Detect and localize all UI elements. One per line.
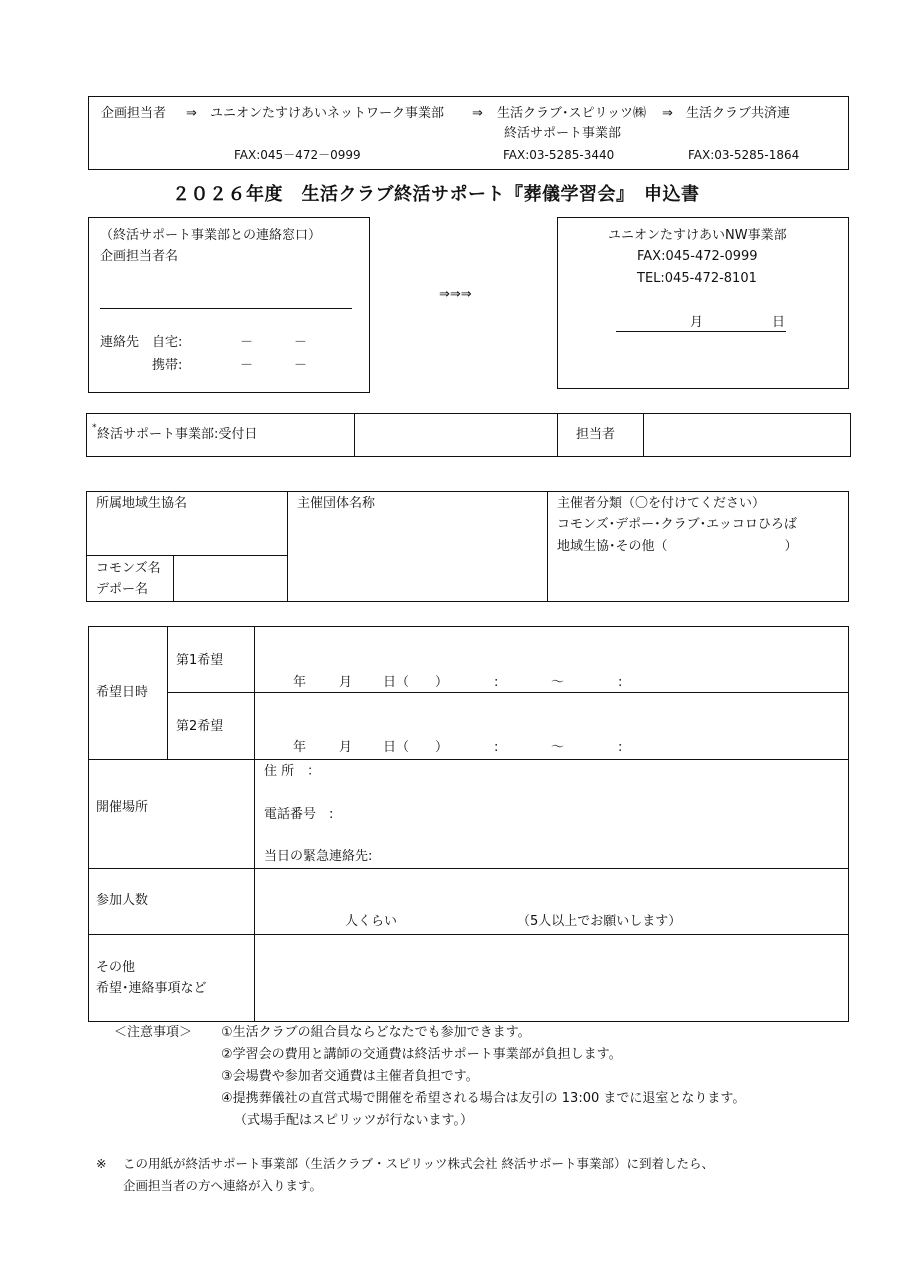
routing-step-planner: 企画担当者 [101,106,167,121]
notes-item-5: （式場手配はスピリッツが行ないます。） [234,1113,473,1128]
flow-arrows-icon: ⇒⇒⇒ [439,287,472,302]
time-colon: : [494,675,499,690]
planner-name-label: 企画担当者名 [100,249,179,264]
reception-date-field[interactable] [356,415,555,455]
participants-approx-label: 人くらい [345,914,398,929]
footer-line-2: 企画担当者の方へ連絡が入ります。 [123,1178,323,1193]
routing-step-union: ユニオンたすけあいネットワーク事業部 [210,106,445,121]
routing-fax-kyosairen: FAX:03-5285-1864 [688,148,800,162]
day-weekday-label: 日（ ） [383,740,449,755]
routing-fax-union: FAX:045－472－0999 [234,148,361,162]
venue-label: 開催場所 [96,800,149,815]
time-tilde: ～ [551,740,565,755]
notes-item-3: ③会場費や参加者交通費は主催者負担です。 [221,1069,479,1084]
month-label: 月 [339,675,353,690]
participants-count-field[interactable] [256,870,344,932]
notes-item-4: ④提携葬儀社の直営式場で開催を希望される場合は友引の 13:00 までに退室となります。 [221,1091,746,1106]
union-name: ユニオンたすけあいNW事業部 [608,228,787,243]
routing-arrow-icon: ⇒ [472,106,483,121]
coop-name-field[interactable] [88,514,286,554]
union-month-label: 月 [690,315,704,330]
union-day-label: 日 [772,315,786,330]
commons-name-field[interactable] [175,557,286,601]
first-choice-label: 第1希望 [176,653,224,668]
mobile-phone-label: 携帯: [152,358,183,373]
other-requests-field[interactable] [256,936,847,1020]
other-label: その他 [96,960,136,975]
participants-label: 参加人数 [96,893,149,908]
time-colon: : [494,740,499,755]
notes-heading: ＜注意事項＞ [114,1025,193,1040]
host-type-label: 主催者分類（〇を付けてください） [557,496,766,511]
union-date-line[interactable] [616,331,786,332]
host-type-options-1: コモンズ･デポー･クラブ･エッコロひろば [557,517,797,532]
dash: － [240,335,254,350]
participants-minimum-note: （5人以上でお願いします） [517,914,682,929]
schedule-label: 希望日時 [96,685,149,700]
reception-date-label: 終活サポート事業部:受付日 [97,427,258,442]
planner-name-line[interactable] [100,308,352,309]
year-label: 年 [293,740,307,755]
depot-name-label: デポー名 [96,582,149,597]
venue-field[interactable] [400,761,847,867]
dash: － [240,358,254,373]
page-title: ２０２６年度 生活クラブ終活サポート『葬儀学習会』 申込書 [172,184,700,205]
host-group-label: 主催団体名称 [297,496,376,511]
union-tel: TEL:045-472-8101 [637,271,757,286]
time-colon: : [618,740,623,755]
year-label: 年 [293,675,307,690]
other-label-sub: 希望･連絡事項など [96,981,207,996]
routing-arrow-icon: ⇒ [186,106,197,121]
contact-note: （終活サポート事業部との連絡窓口） [100,228,322,243]
routing-step-department: 終活サポート事業部 [504,126,622,141]
venue-phone-label: 電話番号 : [264,807,334,822]
routing-step-spirits: 生活クラブ･スピリッツ㈱ [497,106,646,121]
footer-mark: ※ [96,1156,107,1171]
contact-label: 連絡先 [100,335,140,350]
routing-fax-spirits: FAX:03-5285-3440 [503,148,615,162]
reception-staff-label: 担当者 [576,427,616,442]
time-colon: : [618,675,623,690]
dash: － [294,335,308,350]
notes-item-2: ②学習会の費用と講師の交通費は終活サポート事業部が負担します。 [221,1047,622,1062]
dash: － [294,358,308,373]
month-label: 月 [339,740,353,755]
venue-emergency-label: 当日の緊急連絡先: [264,849,373,864]
notes-item-1: ①生活クラブの組合員ならどなたでも参加できます。 [221,1025,531,1040]
venue-address-label: 住 所 ： [264,764,321,779]
day-weekday-label: 日（ ） [383,675,449,690]
routing-step-kyosairen: 生活クラブ共済連 [686,106,791,121]
reception-staff-field[interactable] [645,415,849,455]
second-choice-label: 第2希望 [176,719,224,734]
host-type-options-2: 地域生協･その他（ ） [557,539,798,554]
home-phone-label: 自宅: [152,335,183,350]
reception-mark: * [92,423,97,433]
time-tilde: ～ [551,675,565,690]
host-group-field[interactable] [289,514,546,600]
footer-line-1: この用紙が終活サポート事業部（生活クラブ・スピリッツ株式会社 終活サポート事業部）に到着したら、 [123,1156,714,1171]
coop-name-label: 所属地域生協名 [96,496,188,511]
routing-arrow-icon: ⇒ [662,106,673,121]
union-fax: FAX:045-472-0999 [637,249,758,264]
commons-name-label: コモンズ名 [96,561,161,576]
